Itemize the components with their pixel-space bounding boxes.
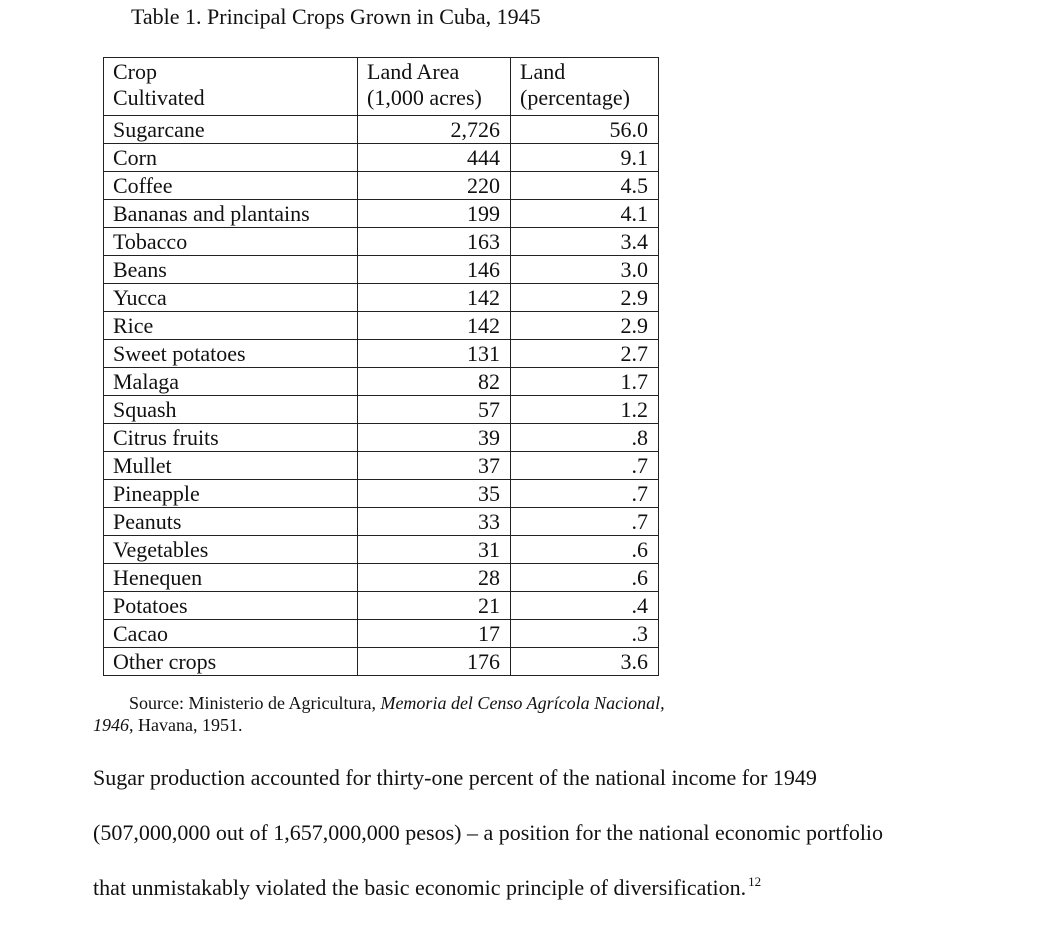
land-area-cell: 131 bbox=[358, 340, 511, 368]
table-row bbox=[104, 648, 659, 676]
land-area-cell: 35 bbox=[358, 480, 511, 508]
crop-name-cell: Citrus fruits bbox=[104, 424, 358, 452]
land-percentage-cell: 4.5 bbox=[511, 172, 659, 200]
land-area-cell: 142 bbox=[358, 312, 511, 340]
crop-name-cell: Corn bbox=[104, 144, 358, 172]
crop-name-cell: Malaga bbox=[104, 368, 358, 396]
crop-name-cell: Yucca bbox=[104, 284, 358, 312]
land-area-cell: 57 bbox=[358, 396, 511, 424]
crop-name-cell: Coffee bbox=[104, 172, 358, 200]
body-paragraph-line-1: Sugar production accounted for thirty-one percent of the national income for 1949 bbox=[93, 765, 817, 790]
land-percentage-cell: .3 bbox=[511, 620, 659, 648]
crop-name-cell: Cacao bbox=[104, 620, 358, 648]
table-row bbox=[104, 256, 659, 284]
land-area-cell: 82 bbox=[358, 368, 511, 396]
table-row bbox=[104, 424, 659, 452]
crop-name-cell: Mullet bbox=[104, 452, 358, 480]
table-header-row bbox=[104, 58, 659, 116]
footnote-marker: 12 bbox=[748, 874, 762, 889]
table-row bbox=[104, 144, 659, 172]
land-percentage-cell: .7 bbox=[511, 508, 659, 536]
land-percentage-cell: .4 bbox=[511, 592, 659, 620]
header-land-pct-line-1: Land bbox=[520, 59, 566, 84]
land-percentage-cell: 3.4 bbox=[511, 228, 659, 256]
table-row bbox=[104, 368, 659, 396]
body-paragraph-line-3-text: that unmistakably violated the basic economic principle of diversification. bbox=[93, 875, 747, 900]
land-area-cell: 163 bbox=[358, 228, 511, 256]
table-row bbox=[104, 340, 659, 368]
table-row bbox=[104, 228, 659, 256]
header-crop-line-1: Crop bbox=[113, 59, 157, 84]
land-percentage-cell: 3.0 bbox=[511, 256, 659, 284]
crop-name-cell: Vegetables bbox=[104, 536, 358, 564]
table-row bbox=[104, 284, 659, 312]
source-suffix: , Havana, 1951. bbox=[129, 715, 243, 735]
crop-name-cell: Other crops bbox=[104, 648, 358, 676]
header-land-percentage bbox=[511, 58, 659, 116]
table-row bbox=[104, 536, 659, 564]
crop-name-cell: Rice bbox=[104, 312, 358, 340]
crop-name-cell: Tobacco bbox=[104, 228, 358, 256]
table-row bbox=[104, 452, 659, 480]
crop-name-cell: Peanuts bbox=[104, 508, 358, 536]
table-caption: Table 1. Principal Crops Grown in Cuba, 1945 bbox=[131, 4, 541, 29]
land-area-cell: 444 bbox=[358, 144, 511, 172]
land-area-cell: 17 bbox=[358, 620, 511, 648]
land-percentage-cell: .6 bbox=[511, 536, 659, 564]
land-percentage-cell: 2.9 bbox=[511, 284, 659, 312]
crop-name-cell: Pineapple bbox=[104, 480, 358, 508]
source-note bbox=[93, 692, 813, 736]
crop-name-cell: Beans bbox=[104, 256, 358, 284]
table-row bbox=[104, 312, 659, 340]
crops-table bbox=[103, 57, 659, 676]
header-crop-line-2: Cultivated bbox=[113, 85, 205, 110]
source-line-1 bbox=[93, 692, 813, 714]
land-percentage-cell: .6 bbox=[511, 564, 659, 592]
header-land-area bbox=[358, 58, 511, 116]
table-row bbox=[104, 480, 659, 508]
source-year: 1946 bbox=[93, 715, 129, 735]
land-area-cell: 21 bbox=[358, 592, 511, 620]
land-percentage-cell: .8 bbox=[511, 424, 659, 452]
crop-name-cell: Sugarcane bbox=[104, 116, 358, 144]
table-row bbox=[104, 508, 659, 536]
table-row bbox=[104, 564, 659, 592]
land-area-cell: 31 bbox=[358, 536, 511, 564]
land-percentage-cell: 4.1 bbox=[511, 200, 659, 228]
land-percentage-cell: 56.0 bbox=[511, 116, 659, 144]
header-land-area-line-2: (1,000 acres) bbox=[367, 85, 482, 110]
table-row bbox=[104, 396, 659, 424]
header-crop bbox=[104, 58, 358, 116]
land-area-cell: 28 bbox=[358, 564, 511, 592]
table-row bbox=[104, 172, 659, 200]
land-percentage-cell: .7 bbox=[511, 480, 659, 508]
land-percentage-cell: 9.1 bbox=[511, 144, 659, 172]
crop-name-cell: Squash bbox=[104, 396, 358, 424]
land-area-cell: 142 bbox=[358, 284, 511, 312]
land-percentage-cell: 1.7 bbox=[511, 368, 659, 396]
land-area-cell: 37 bbox=[358, 452, 511, 480]
crop-rows bbox=[104, 116, 659, 676]
land-area-cell: 39 bbox=[358, 424, 511, 452]
land-area-cell: 176 bbox=[358, 648, 511, 676]
land-percentage-cell: 2.7 bbox=[511, 340, 659, 368]
source-prefix: Source: Ministerio de Agricultura, bbox=[129, 693, 381, 713]
land-area-cell: 2,726 bbox=[358, 116, 511, 144]
land-area-cell: 199 bbox=[358, 200, 511, 228]
crop-name-cell: Henequen bbox=[104, 564, 358, 592]
land-percentage-cell: 3.6 bbox=[511, 648, 659, 676]
header-land-area-line-1: Land Area bbox=[367, 59, 460, 84]
source-title: Memoria del Censo Agrícola Nacional, bbox=[380, 693, 665, 713]
crop-name-cell: Sweet potatoes bbox=[104, 340, 358, 368]
land-percentage-cell: .7 bbox=[511, 452, 659, 480]
crop-name-cell: Bananas and plantains bbox=[104, 200, 358, 228]
body-paragraph-line-3 bbox=[93, 874, 761, 902]
crop-name-cell: Potatoes bbox=[104, 592, 358, 620]
table-row bbox=[104, 620, 659, 648]
land-area-cell: 33 bbox=[358, 508, 511, 536]
table-row bbox=[104, 200, 659, 228]
body-paragraph-line-2: (507,000,000 out of 1,657,000,000 pesos) – a position for the national economic portfolio bbox=[93, 820, 884, 845]
land-percentage-cell: 2.9 bbox=[511, 312, 659, 340]
header-land-pct-line-2: (percentage) bbox=[520, 85, 630, 110]
table-row bbox=[104, 592, 659, 620]
source-line-2 bbox=[93, 714, 813, 736]
land-area-cell: 146 bbox=[358, 256, 511, 284]
table-row bbox=[104, 116, 659, 144]
land-percentage-cell: 1.2 bbox=[511, 396, 659, 424]
land-area-cell: 220 bbox=[358, 172, 511, 200]
